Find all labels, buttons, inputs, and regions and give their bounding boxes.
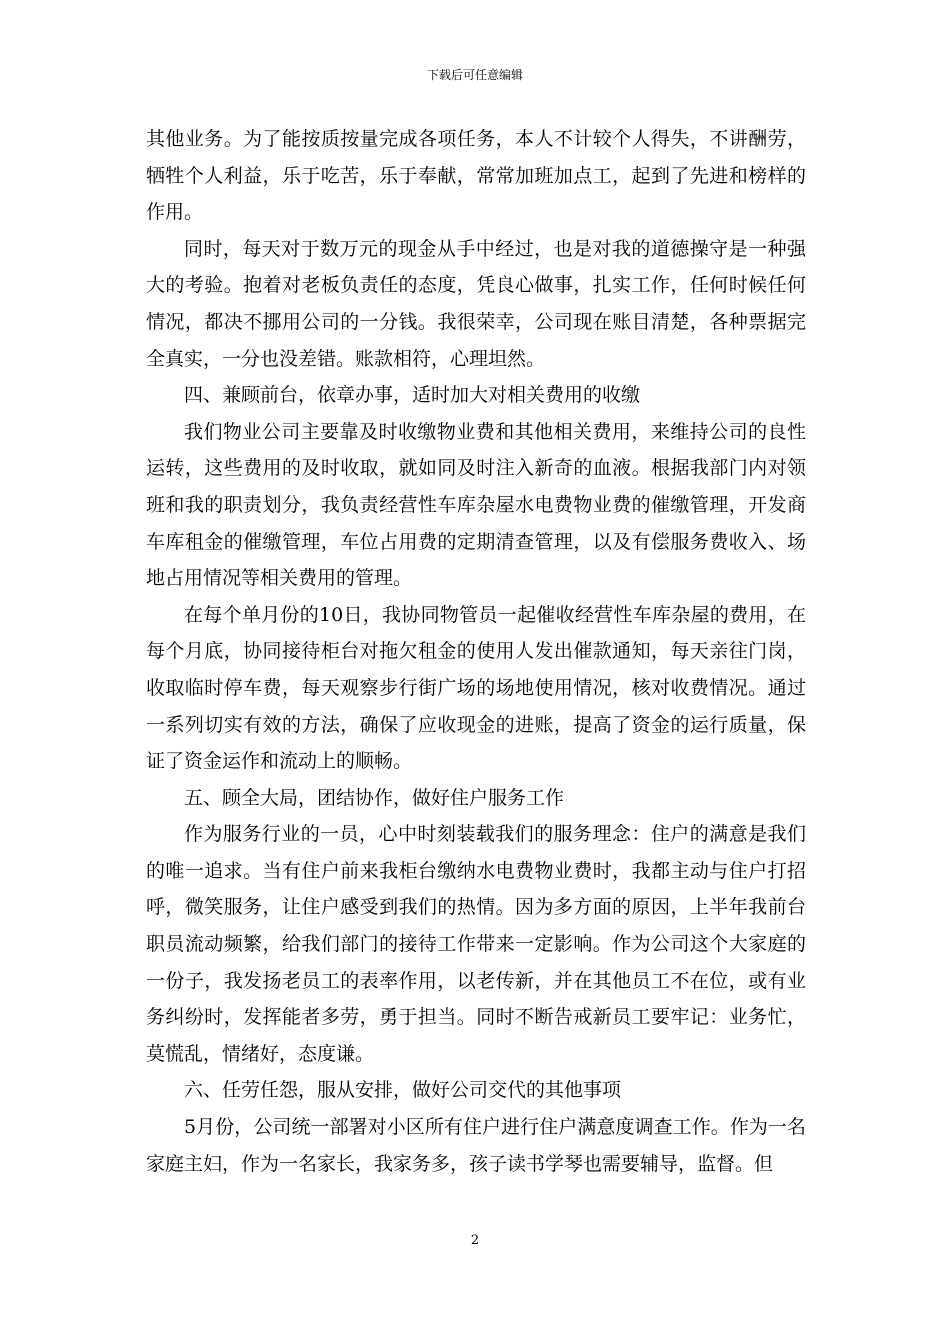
paragraph: 在每个单月份的10日，我协同物管员一起催收经营性车库杂屋的费用，在每个月底，协同接待柜台对拖欠租金的使用人发出催款通知，每天亲往门岗，收取临时停车费，每天观察步行街广场的场地使用情况，核对收费情况。通过一系列切实有效的方法，确保了应收现金的进账，提高了资金的运行质量，保证了资金运作和流动上的顺畅。: [146, 603, 806, 773]
section-heading: 五、顾全大局，团结协作，做好住户服务工作: [184, 786, 565, 809]
document-body: [146, 121, 806, 1182]
paragraph: 同时，每天对于数万元的现金从手中经过，也是对我的道德操守是一种强大的考验。抱着对老板负责任的态度，凭良心做事，扎实工作，任何时候任何情况，都决不挪用公司的一分钱。我很荣幸，公司现在账目清楚，各种票据完全真实，一分也没差错。账款相符，心理坦然。: [146, 237, 806, 370]
paragraph: 作为服务行业的一员，心中时刻装载我们的服务理念：住户的满意是我们的唯一追求。当有住户前来我柜台缴纳水电费物业费时，我都主动与住户打招呼，微笑服务，让住户感受到我们的热情。因为多方面的原因，上半年我前台职员流动频繁，给我们部门的接待工作带来一定影响。作为公司这个大家庭的一份子，我发扬老员工的表率作用，以老传新，并在其他员工不在位，或有业务纠纷时，发挥能者多劳，勇于担当。同时不断告戒新员工要牢记：业务忙，莫慌乱，情绪好，态度谦。: [146, 823, 806, 1065]
page-number: 2: [470, 1233, 480, 1248]
section-heading: 六、任劳任怨，服从安排，做好公司交代的其他事项: [184, 1079, 622, 1102]
page-header: 下载后可任意编辑: [426, 68, 523, 82]
paragraph: 其他业务。为了能按质按量完成各项任务，本人不计较个人得失，不讲酬劳，牺牲个人利益，乐于吃苦，乐于奉献，常常加班加点工，起到了先进和榜样的作用。: [146, 128, 806, 224]
section-heading: 四、兼顾前台，依章办事，适时加大对相关费用的收缴: [184, 384, 641, 407]
paragraph: 5月份，公司统一部署对小区所有住户进行住户满意度调查工作。作为一名家庭主妇，作为一名家长，我家务多，孩子读书学琴也需要辅导，监督。但: [146, 1116, 806, 1175]
paragraph: 我们物业公司主要靠及时收缴物业费和其他相关费用，来维持公司的良性运转，这些费用的及时收取，就如同及时注入新奇的血液。根据我部门内对领班和我的职责划分，我负责经营性车库杂屋水电费物业费的催缴管理，开发商车库租金的催缴管理，车位占用费的定期清查管理，以及有偿服务费收入、场地占用情况等相关费用的管理。: [146, 420, 806, 590]
